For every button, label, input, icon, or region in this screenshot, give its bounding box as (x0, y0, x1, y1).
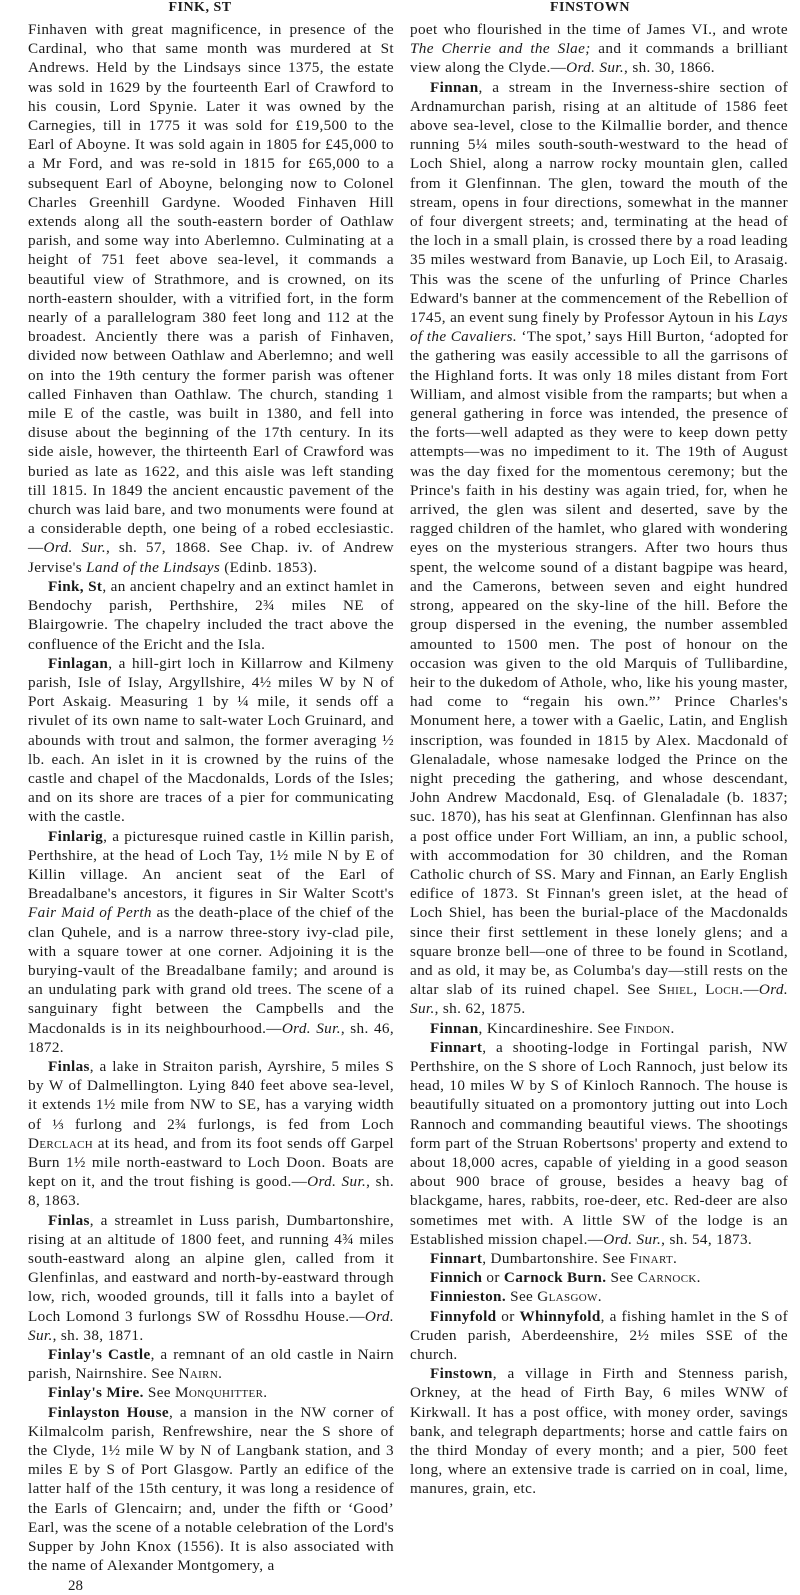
entry-text: or (496, 1307, 520, 1325)
gazetteer-entry (28, 1057, 394, 1211)
italic-text: The Cherrie and the Slae; (410, 40, 591, 58)
gazetteer-entry (410, 20, 788, 78)
cross-reference: Findon (624, 1019, 671, 1037)
gazetteer-entry (410, 1268, 788, 1287)
gazetteer-entry (28, 1345, 394, 1383)
entry-text: . (263, 1384, 268, 1402)
entry-text: , sh. 8, 1863. (28, 1173, 394, 1210)
entry-headword: Finnich (430, 1269, 483, 1287)
entry-headword: Finlayston House (48, 1403, 169, 1421)
entry-text: , a picturesque ruined castle in Killin parish, Perthshire, at the head of Loch Tay, 1½ mile N by E of Killin village. An ancient seat of the Earl of Breadalbane's ancestors, it figures in Sir Walter Scott's (28, 827, 394, 903)
running-head-right: FINSTOWN (550, 0, 630, 15)
entry-text: Finhaven with great magnificence, in presence of the Cardinal, who that same month was murdered at St Andrews. Held by the Lindsays since 1375, the estate was sold in 1629 by the fourteenth Earl of Crawford to his cousin, Lord Spynie. Later it was owned by the Carnegies, till in 1775 it was sold for £19,500 to the Earl of Aboyne. It was sold again in 1805 for £45,000 to a Mr Ford, and was re-sold in 1815 for £65,000 to a subsequent Earl of Aboyne, belonging now to Colonel Charles Greenhill Gardyne. Wooded Finhaven Hill extends along all the south-eastern border of Oathlaw parish, and some way into Aberlemno. Culminating at a height of 751 feet above sea-level, it commands a beautiful view of Strathmore, and is crowned, on its north-eastern shoulder, with a vitrified fort, in the form nearly of a parallelogram 380 feet long and 112 at the broadest. Anciently there was a parish of Finhaven, divided now between Oathlaw and Aberlemno; and well on into the 19th century the former parish was oftener called Finhaven than Oathlaw. The church, standing 1 mile E of the castle, was built in 1380, and fell into disuse about the beginning of the 17th century. In its side aisle, however, the thirteenth Earl of Crawford was buried as late as 1622, and this aisle was left standing till 1815. In 1849 the ancient encaustic pavement of the church was laid bare, and two monuments were found at a considerable depth, one being of a robed ecclesiastic.— (28, 21, 394, 557)
entry-headword: Finlarig (48, 827, 104, 845)
entry-text: , sh. 38, 1871. (52, 1326, 144, 1344)
entry-text: as the death-place of the chief of the clan Quhele, and is a narrow three-story ivy-clad pile, with a square tower at one corner. Adjoining it is the burying-vault of the Breadalbane family; and around is an undulating park with grand old trees. The scene of a sanguinary fight between the Campbells and the Macdonalds is in its neighbourhood.— (28, 904, 394, 1037)
entry-text: , a fishing hamlet in the S of Cruden parish, Aberdeenshire, 2½ miles SSE of the church. (410, 1307, 788, 1364)
entry-text: at its head, and from its foot sends off Garpel Burn 1½ mile north-eastward to Loch Doon. Boats are kept on it, and the trout fishing is good.— (28, 1134, 394, 1191)
entry-headword: Fink, St (48, 577, 103, 595)
entry-headword: Finnieston. (430, 1288, 507, 1306)
left-column (28, 20, 394, 1575)
entry-text: , a streamlet in Luss parish, Dumbartonshire, rising at an altitude of 1800 feet, and running 4¾ miles south-eastward along an alpine glen, called from it Glenfinlas, and eastward and north-by-eastward through low, rich, wooded grounds, till it falls into a baylet of Loch Lomond 3 furlongs SW of Rossdhu House.— (28, 1211, 394, 1325)
entry-headword: Finstown (430, 1365, 493, 1383)
right-column-wrapper (410, 20, 788, 1499)
gazetteer-entry (28, 1403, 394, 1576)
gazetteer-entry (28, 827, 394, 1057)
left-column-wrapper (28, 20, 394, 1595)
gazetteer-entry (410, 1364, 788, 1498)
running-head-left: FINK, ST (168, 0, 232, 15)
entry-text: See (143, 1384, 176, 1402)
cross-reference: Carnock (637, 1269, 697, 1287)
gazetteer-entry (28, 654, 394, 827)
entry-text: , Kincardineshire. See (478, 1019, 625, 1037)
italic-text: Ord. Sur. (566, 59, 625, 77)
entry-text: , sh. 30, 1866. (624, 59, 715, 77)
page-number: 28 (68, 1578, 83, 1595)
gazetteer-entry (410, 1038, 788, 1249)
entry-text: , a shooting-lodge in Fortingal parish, NW Perthshire, on the S shore of Loch Rannoch, just below its head, 10 miles W by S of Kinloch Rannoch. The house is beautifully situated on a promontory jutting out into Loch Rannoch and commanding beautiful views. The shootings form part of the Struan Robertsons' property and extend to about 18,000 acres, capable of yielding in a good season about 900 brace of grouse, besides a heavy bag of blackgame, hares, rabbits, roe-deer, etc. Red-deer are also sometimes met with. A little SW of the lodge is an Established mission chapel.— (410, 1038, 788, 1248)
entry-text: See (606, 1269, 638, 1287)
gazetteer-entry (410, 78, 788, 1019)
entry-headword: Finlagan (48, 654, 109, 672)
entry-text: , sh. 54, 1873. (661, 1230, 753, 1248)
entry-text: , sh. 57, 1868. See Chap. iv. of Andrew Jervise's (28, 539, 394, 576)
italic-text: Lays of the Cavaliers. (410, 309, 788, 346)
entry-text: , an ancient chapelry and an extinct hamlet in Bendochy parish, Perthshire, 2¾ miles NE of Blairgowrie. The chapelry included the tract above the confluence of the Ericht and the Isla. (28, 577, 394, 653)
cross-reference: Derclach (28, 1134, 94, 1152)
gazetteer-entry (28, 1211, 394, 1345)
cross-reference: Glasgow (537, 1288, 598, 1306)
entry-text: . (670, 1019, 675, 1037)
gazetteer-entry (410, 1019, 788, 1038)
gazetteer-entry (410, 1287, 788, 1306)
gazetteer-entry (28, 1383, 394, 1402)
entry-headword: Carnock Burn. (503, 1269, 607, 1287)
entry-text: , a remnant of an old castle in Nairn parish, Nairnshire. See (28, 1346, 394, 1383)
entry-text: , a lake in Straiton parish, Ayrshire, 5 miles S by W of Dalmellington. Lying 840 feet above sea-level, it extends 1½ mile from NW to SE, has a varying width of ⅓ furlong and 2¾ furlongs, is fed from Loch (28, 1057, 394, 1133)
entry-headword: Finnan (430, 1019, 479, 1037)
entry-text: , a stream in the Inverness-shire section of Ardnamurchan parish, rising at an altitude of 1586 feet above sea-level, close to the Kilmallie border, and thence running 5¼ miles south-south-westward to the head of Loch Shiel, along a narrow rocky mountain glen, called from it Glenfinnan. The glen, toward the mouth of the stream, opens in four directions, somewhat in the manner of four divergent streets; and, terminating at the head of the loch in a small plain, is crossed there by a road leading 35 miles westward from Banavie, up Loch Eil, to Arasaig. This was the scene of the unfurling of Prince Charles Edward's banner at the commencement of the Rebellion of 1745, an event sung finely by Professor Aytoun in his (410, 78, 788, 327)
entry-headword: Finnart (430, 1250, 483, 1267)
entry-text: .— (739, 981, 759, 999)
italic-text: Ord. Sur. (28, 1307, 394, 1344)
entry-text: . (673, 1250, 678, 1267)
italic-text: Ord. Sur. (43, 539, 106, 557)
entry-headword: Finlay's Castle (48, 1346, 151, 1364)
italic-text: Ord. Sur. (307, 1173, 367, 1191)
entry-headword: Finlay's Mire. (48, 1384, 144, 1402)
gazetteer-entry (410, 1307, 788, 1365)
gazetteer-entry (410, 1249, 788, 1268)
entry-headword: Finnan (430, 78, 479, 96)
italic-text: Land of the Lindsays (86, 558, 221, 576)
entry-text: , a hill-girt loch in Killarrow and Kilmeny parish, Isle of Islay, Argyllshire, 4½ miles W by N of Port Askaig. Measuring 1 by ¼ mile, it sends off a rivulet of its own name to salt-water Loch Gruinard, and abounds with trout and salmon, the former averaging ½ lb. each. An islet in it is crowned by the ruins of the castle and chapel of the Macdonalds, Lords of the Isles; and on its shore are traces of a pier for communicating with the castle. (28, 654, 394, 826)
cross-reference: Finart (629, 1250, 674, 1267)
entry-headword: Finlas (48, 1057, 90, 1075)
gazetteer-entry (28, 577, 394, 654)
entry-text: , sh. 62, 1875. (434, 1000, 526, 1018)
entry-text: or (482, 1269, 504, 1287)
entry-text: ‘The spot,’ says Hill Burton, ‘adopted for the gathering was easily accessible to all the garrisons of the Highland forts. It was only 18 miles distant from Fort William, and almost visible from the ramparts; but when a general gathering in force was intended, the presence of the forts—well adapted as they were to keep down petty attempts—was no impediment to it. The 19th of August was the day fixed for the momentous ceremony; but the Prince's faith in his destiny was again tried, for, when he arrived, the glen was silent and deserted, save by the ragged children of the hamlet, who glared with wondering eyes on the mysterious strangers. After two hours thus spent, the welcome sound of a distant bagpipe was heard, and the Camerons, between seven and eight hundred strong, appeared on the sky-line of the hill. Before the group dispersed in the evening, the number assembled amounted to 1500 men. The post of honour on the occasion was given to the old Marquis of Tullibardine, heir to the dukedom of Athole, who, like his young master, had come to “regain his own.”’ Prince Charles's Monument here, a tower with a Gaelic, Latin, and English inscription, was founded in 1815 by Alex. Macdonald of Glenaladale, whose namesake lodged the Prince on the night preceding the gathering, and whose descendant, John Andrew Macdonald, Esq. of Glenaladale (b. 1837; suc. 1870), has his seat at Glenfinnan. Glenfinnan has also a post office under Fort William, an inn, a public school, with accommodation for 30 children, and the Roman Catholic church of SS. Mary and Finnan, an Early English edifice of 1873. St Finnan's green islet, at the head of Loch Shiel, has been the burial-place of the Macdonalds since their first settlement in these lonely glens; and a square bronze bell—one of three to be found in Scotland, and as old, it may be, as Columba's day—still rests on the altar slab of its ruined chapel. See (410, 328, 788, 999)
cross-reference: Nairn (178, 1365, 219, 1383)
entry-headword: Finnyfold (430, 1307, 497, 1325)
entry-text: . (218, 1365, 223, 1383)
italic-text: Ord. Sur. (410, 981, 788, 1018)
entry-text: , a village in Firth and Stenness parish, Orkney, at the head of Firth Bay, 6 miles WNW of Kirkwall. It has a post office, with money order, savings bank, and telegraph departments; horse and cattle fairs on the third Monday of every month; and a pier, 500 feet long, where an extensive trade is carried on in coal, lime, manures, grain, etc. (410, 1365, 788, 1498)
entry-text: See (506, 1288, 538, 1306)
entry-text: , a mansion in the NW corner of Kilmalcolm parish, Renfrewshire, near the S shore of the Clyde, 1½ mile W by N of Langbank station, and 3 miles E by S of Port Glasgow. Partly an edifice of the latter half of the 15th century, it was long a residence of the Earls of Glencairn; and, under the fifth or ‘Good’ Earl, was the scene of a notable celebration of the Lord's Supper by John Knox (1556). It is also associated with the name of Alexander Montgomery, a (28, 1403, 395, 1575)
italic-text: Ord. Sur. (603, 1230, 662, 1248)
entry-text: and it commands a brilliant view along the Clyde.— (410, 40, 788, 77)
cross-reference: Shiel, Loch (658, 981, 740, 999)
entry-headword: Finnart (430, 1038, 483, 1056)
gazetteer-entry (28, 20, 394, 577)
entry-headword: Finlas (48, 1211, 90, 1229)
entry-text: . (696, 1269, 701, 1287)
entry-text: , sh. 46, 1872. (28, 1019, 394, 1056)
entry-text: poet who flourished in the time of James VI., and wrote (410, 21, 788, 38)
italic-text: Ord. Sur. (281, 1019, 341, 1037)
entry-text: (Edinb. 1853). (220, 558, 318, 576)
entry-text: , Dumbartonshire. See (482, 1250, 630, 1267)
entry-text: . (597, 1288, 602, 1306)
right-column (410, 20, 788, 1499)
cross-reference: Monquhitter (175, 1384, 264, 1402)
entry-headword: Whinnyfold (519, 1307, 601, 1325)
italic-text: Fair Maid of Perth (28, 904, 152, 922)
